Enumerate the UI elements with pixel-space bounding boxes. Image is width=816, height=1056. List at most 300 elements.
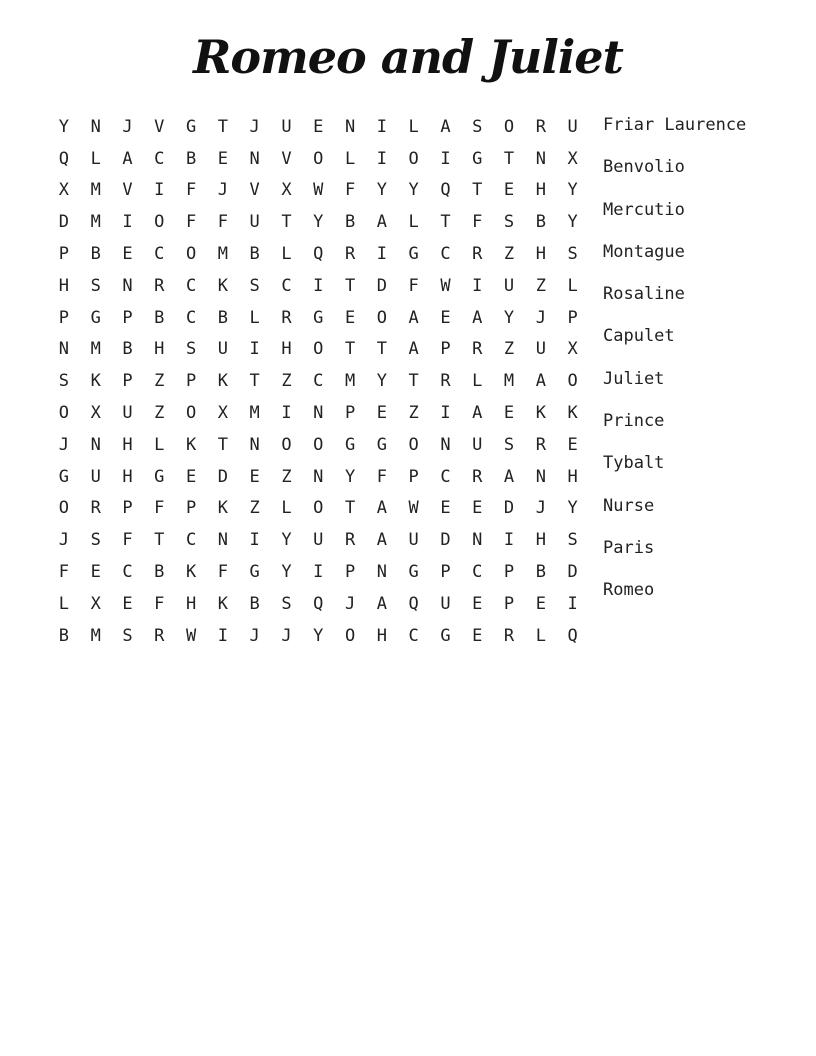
grid-letter: Y [313,625,324,646]
grid-letter: J [249,116,260,137]
grid-letter: R [154,275,165,296]
grid-letter: V [249,180,260,201]
grid-letter: F [217,212,228,233]
grid-letter: I [313,275,324,296]
grid-letter: M [344,371,356,392]
grid-letter: I [122,212,133,233]
grid-letter: B [154,562,165,583]
grid-letter: O [185,403,197,424]
grid-letter: X [567,148,578,169]
grid-letter: E [90,562,101,583]
grid-letter: U [281,116,292,137]
grid-letter: E [344,307,356,328]
grid-letter: H [58,275,70,296]
grid-letter: E [249,466,260,487]
grid-letter: S [281,593,292,614]
grid-letter: Z [154,371,165,392]
grid-letter: Y [281,530,292,551]
word-list-item: Nurse [603,495,655,516]
grid-letter: A [472,307,483,328]
grid-letter: B [90,244,101,265]
grid-letter: X [217,403,228,424]
grid-letter: I [376,244,387,265]
grid-letter: Z [503,339,515,360]
grid-letter: Z [281,371,292,392]
grid-letter: T [344,339,356,360]
grid-letter: N [313,466,324,487]
grid-letter: Z [503,244,515,265]
grid-letter: X [58,180,70,201]
grid-letter: J [249,625,260,646]
grid-letter: M [90,212,101,233]
grid-letter: E [185,466,197,487]
grid-letter: F [185,180,197,201]
grid-letter: T [440,212,451,233]
grid-letter: K [567,403,578,424]
grid-letter: F [154,593,165,614]
grid-letter: O [503,116,515,137]
grid-letter: Y [344,466,356,487]
grid-letter: U [503,275,515,296]
grid-letter: R [472,466,483,487]
grid-letter: P [58,307,70,328]
grid-letter: N [535,466,546,487]
grid-letter: M [90,180,101,201]
grid-letter: B [122,339,133,360]
grid-letter: V [154,116,165,137]
grid-letter: Y [376,180,387,201]
grid-letter: V [281,148,292,169]
grid-letter: J [122,116,133,137]
grid-letter: L [90,148,101,169]
grid-letter: Y [313,212,324,233]
grid-letter: O [313,148,324,169]
grid-letter: O [58,498,70,519]
page-title: Romeo and Juliet [193,30,623,84]
grid-letter: U [249,212,260,233]
grid-letter: U [472,434,483,455]
grid-letter: F [217,562,228,583]
grid-letter: S [185,339,197,360]
grid-letter: F [185,212,197,233]
grid-letter: O [313,498,324,519]
grid-letter: H [281,339,292,360]
grid-letter: T [376,339,387,360]
grid-letter: E [503,180,515,201]
grid-letter: F [376,466,387,487]
grid-letter: G [408,244,419,265]
grid-letter: P [122,498,133,519]
grid-letter: K [217,593,228,614]
word-list-item: Tybalt [603,453,665,474]
grid-letter: Q [408,593,419,614]
grid-letter: E [503,403,515,424]
grid-letter: P [185,498,197,519]
grid-letter: P [503,562,515,583]
grid-letter: E [440,307,451,328]
grid-letter: Q [567,625,578,646]
word-list-item: Capulet [603,326,675,347]
grid-letter: F [154,498,165,519]
grid-letter: P [503,593,515,614]
grid-letter: O [281,434,292,455]
grid-letter: H [122,434,133,455]
grid-letter: O [313,434,324,455]
grid-letter: I [249,339,260,360]
grid-letter: D [503,498,515,519]
grid-letter: T [503,148,515,169]
grid-letter: G [376,434,387,455]
grid-letter: N [535,148,546,169]
grid-letter: C [440,466,451,487]
grid-letter: R [90,498,101,519]
grid-letter: G [90,307,101,328]
grid-letter: Y [376,371,387,392]
grid-letter: S [567,530,578,551]
grid-letter: B [535,212,546,233]
grid-letter: E [313,116,324,137]
grid-letter: X [281,180,292,201]
grid-letter: C [472,562,483,583]
grid-letter: Z [408,403,419,424]
grid-letter: E [535,593,546,614]
grid-letter: P [344,562,356,583]
grid-letter: L [249,307,260,328]
grid-letter: U [567,116,578,137]
grid-letter: C [154,148,165,169]
grid-letter: R [281,307,292,328]
grid-letter: K [90,371,101,392]
grid-letter: I [472,275,483,296]
grid-letter: B [154,307,165,328]
grid-letter: A [376,498,387,519]
grid-letter: G [472,148,483,169]
grid-letter: Z [249,498,260,519]
grid-letter: T [344,498,356,519]
grid-letter: U [440,593,451,614]
grid-letter: B [217,307,228,328]
grid-letter: Q [440,180,451,201]
grid-letter: K [217,371,228,392]
grid-letter: D [567,562,578,583]
grid-letter: F [408,275,419,296]
grid-letter: U [408,530,419,551]
grid-letter: G [185,116,197,137]
word-list-item: Benvolio [603,157,685,178]
grid-letter: Y [408,180,419,201]
grid-letter: E [122,593,133,614]
grid-letter: T [408,371,419,392]
grid-letter: X [90,403,101,424]
grid-letter: P [185,371,197,392]
grid-letter: U [122,403,133,424]
grid-letter: P [567,307,578,328]
grid-letter: O [154,212,165,233]
grid-letter: A [122,148,133,169]
grid-letter: E [472,593,483,614]
grid-letter: R [472,339,483,360]
grid-letter: U [313,530,324,551]
word-list-item: Paris [603,537,655,558]
grid-letter: M [90,625,101,646]
grid-letter: E [472,498,483,519]
grid-letter: Z [281,466,292,487]
grid-letter: S [503,212,515,233]
grid-letter: I [503,530,515,551]
grid-letter: F [472,212,483,233]
grid-letter: J [58,530,70,551]
grid-letter: L [408,212,419,233]
grid-letter: B [535,562,546,583]
grid-letter: N [344,116,356,137]
grid-letter: Y [503,307,515,328]
grid-letter: K [185,434,197,455]
grid-letter: G [440,625,451,646]
grid-letter: T [472,180,483,201]
grid-letter: B [185,148,197,169]
grid-letter: I [376,148,387,169]
grid-letter: W [313,180,324,201]
grid-letter: B [344,212,356,233]
grid-letter: I [154,180,165,201]
grid-letter: E [217,148,228,169]
grid-letter: E [376,403,387,424]
grid-letter: Y [567,498,578,519]
grid-letter: F [58,562,70,583]
grid-letter: M [217,244,228,265]
grid-letter: M [90,339,101,360]
grid-letter: D [58,212,70,233]
letter-grid [48,111,589,652]
word-list-item: Friar Laurence [603,115,747,135]
grid-letter: A [472,403,483,424]
grid-letter: O [408,434,419,455]
grid-letter: K [535,403,546,424]
grid-letter: S [58,371,70,392]
grid-letter: I [567,593,578,614]
grid-letter: I [281,403,292,424]
grid-letter: C [154,244,165,265]
grid-letter: R [472,244,483,265]
grid-letter: H [567,466,578,487]
grid-letter: C [408,625,419,646]
grid-letter: I [376,116,387,137]
grid-letter: L [344,148,356,169]
grid-letter: I [313,562,324,583]
grid-letter: H [122,466,133,487]
grid-letter: A [503,466,515,487]
grid-letter: B [249,244,260,265]
grid-letter: S [90,530,101,551]
grid-letter: U [90,466,101,487]
grid-letter: Y [281,562,292,583]
grid-letter: X [90,593,101,614]
grid-letter: N [90,116,101,137]
grid-letter: F [122,530,133,551]
word-list-item: Prince [603,411,665,432]
grid-letter: E [122,244,133,265]
grid-letter: A [376,212,387,233]
grid-letter: L [58,593,70,614]
grid-letter: N [90,434,101,455]
grid-letter: K [217,498,228,519]
grid-letter: J [217,180,228,201]
grid-letter: T [249,371,260,392]
grid-letter: G [344,434,356,455]
grid-letter: K [185,562,197,583]
grid-letter: I [249,530,260,551]
grid-letter: C [185,530,197,551]
grid-letter: Z [535,275,546,296]
word-list-item: Mercutio [603,199,685,220]
grid-letter: I [217,625,228,646]
grid-letter: E [472,625,483,646]
grid-letter: S [90,275,101,296]
grid-letter: D [440,530,451,551]
grid-letter: Y [567,180,578,201]
grid-letter: R [535,116,546,137]
grid-letter: D [217,466,228,487]
grid-letter: G [249,562,260,583]
grid-letter: R [535,434,546,455]
grid-letter: T [217,116,228,137]
grid-letter: A [376,593,387,614]
grid-letter: Q [313,244,324,265]
grid-letter: B [58,625,70,646]
grid-letter: Y [567,212,578,233]
grid-letter: Z [154,403,165,424]
grid-letter: A [440,116,451,137]
grid-letter: G [154,466,165,487]
grid-letter: E [440,498,451,519]
grid-letter: C [185,275,197,296]
grid-letter: G [58,466,70,487]
grid-letter: P [408,466,419,487]
grid-letter: P [122,371,133,392]
grid-letter: U [217,339,228,360]
grid-letter: S [503,434,515,455]
grid-letter: C [281,275,292,296]
grid-letter: L [472,371,483,392]
grid-letter: H [376,625,387,646]
grid-letter: T [217,434,228,455]
grid-letter: N [313,403,324,424]
grid-letter: G [408,562,419,583]
word-list-item: Juliet [603,368,665,389]
grid-letter: C [122,562,133,583]
word-list [603,112,746,620]
grid-letter: J [535,307,546,328]
grid-letter: N [217,530,228,551]
grid-letter: R [344,244,356,265]
grid-letter: J [535,498,546,519]
grid-letter: L [408,116,419,137]
grid-letter: T [154,530,165,551]
grid-letter: O [567,371,578,392]
grid-letter: H [185,593,197,614]
grid-letter: W [440,275,451,296]
grid-letter: A [535,371,546,392]
grid-letter: P [440,562,451,583]
grid-letter: H [535,180,546,201]
grid-letter: N [376,562,387,583]
grid-letter: M [249,403,260,424]
grid-letter: S [567,244,578,265]
grid-letter: S [472,116,483,137]
grid-letter: J [281,625,292,646]
grid-letter: D [376,275,387,296]
grid-letter: R [344,530,356,551]
grid-letter: R [154,625,165,646]
grid-letter: P [344,403,356,424]
grid-letter: I [440,403,451,424]
grid-letter: L [567,275,578,296]
grid-letter: B [249,593,260,614]
grid-letter: A [408,307,419,328]
grid-letter: O [408,148,419,169]
grid-letter: L [281,244,292,265]
grid-letter: I [440,148,451,169]
grid-letter: E [567,434,578,455]
grid-letter: P [58,244,70,265]
grid-letter: W [408,498,419,519]
grid-letter: H [535,244,546,265]
grid-letter: X [567,339,578,360]
grid-letter: S [122,625,133,646]
grid-letter: R [440,371,451,392]
grid-letter: A [376,530,387,551]
grid-letter: O [344,625,356,646]
grid-letter: N [249,148,260,169]
grid-letter: N [58,339,70,360]
grid-letter: T [344,275,356,296]
grid-letter: O [376,307,387,328]
grid-letter: F [344,180,356,201]
grid-letter: C [313,371,324,392]
grid-letter: T [281,212,292,233]
grid-letter: L [535,625,546,646]
grid-letter: H [154,339,165,360]
grid-letter: N [122,275,133,296]
grid-letter: W [185,625,197,646]
grid-letter: R [503,625,515,646]
grid-letter: J [344,593,356,614]
word-list-item: Rosaline [603,284,685,305]
grid-letter: N [440,434,451,455]
grid-letter: O [185,244,197,265]
word-list-item: Montague [603,241,685,262]
grid-letter: C [185,307,197,328]
grid-letter: G [313,307,324,328]
grid-letter: A [408,339,419,360]
word-list-item: Romeo [603,580,655,601]
grid-letter: H [535,530,546,551]
grid-letter: S [249,275,260,296]
grid-letter: N [249,434,260,455]
grid-letter: O [313,339,324,360]
grid-letter: V [122,180,133,201]
grid-letter: P [440,339,451,360]
grid-letter: N [472,530,483,551]
grid-letter: O [58,403,70,424]
grid-letter: M [503,371,515,392]
grid-letter: J [58,434,70,455]
grid-letter: C [440,244,451,265]
grid-letter: L [281,498,292,519]
grid-letter: P [122,307,133,328]
grid-letter: Q [58,148,70,169]
grid-letter: Q [313,593,324,614]
